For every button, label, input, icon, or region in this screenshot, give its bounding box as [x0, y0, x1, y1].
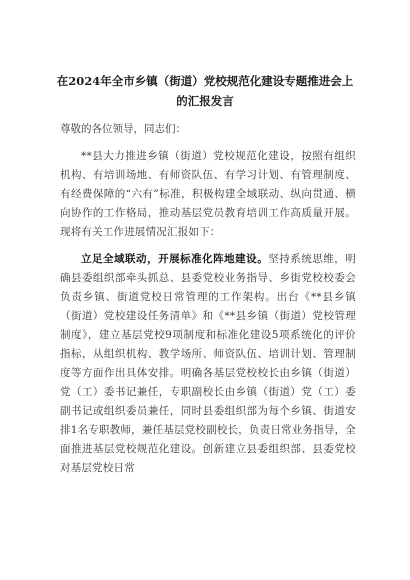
document-body [60, 147, 356, 486]
greeting: 尊敬的各位领导，同志们： [60, 123, 186, 135]
section-heading: 立足全域联动，开展标准化阵地建设。 [81, 253, 269, 265]
title-line-2: 的汇报发言 [176, 94, 234, 108]
title-line-1: 在2024年全市乡镇（街道）党校规范化建设专题推进会上 [56, 74, 354, 88]
section-text: 坚持系统思维，明确县委组织部牵头抓总、县委党校业务指导、乡街党校校委会负责乡镇、街道党校日常管理的工作架构。出台《**县乡镇（街道）党校建设任务清单》和《**县乡镇（街道）党校管理制度》，建立基层党校9项制度和标准化建设5项系统化的评价指标，从组织机构、教学场所、师资队伍、培训计划、管理制度等方面作出具体安排。明确各基层党校校长由乡镇（街道）党（工）委书记兼任，专职副校长由乡镇（街道）党（工）委副书记或组织委员兼任，同时县委组织部为每个乡镇、街道安排1名专职教师，兼任基层党校副校长，负责日常业务指导，全面推进基层党校规范化建设。创新建立县委组织部、县委党校对基层党校日常 [60, 253, 356, 474]
paragraph-section-1 [60, 250, 356, 478]
paragraph-intro: **县大力推进乡镇（街道）党校规范化建设，按照有组织机构、有培训场地、有师资队伍、有学习计划、有管理制度、有经费保障的“六有”标准，积极构建全域联动、纵向贯通、横向协作的工作格局，推动基层党员教育培训工作高质量开展。现将有关工作进展情况汇报如下： [60, 150, 356, 238]
document-title [40, 71, 370, 111]
